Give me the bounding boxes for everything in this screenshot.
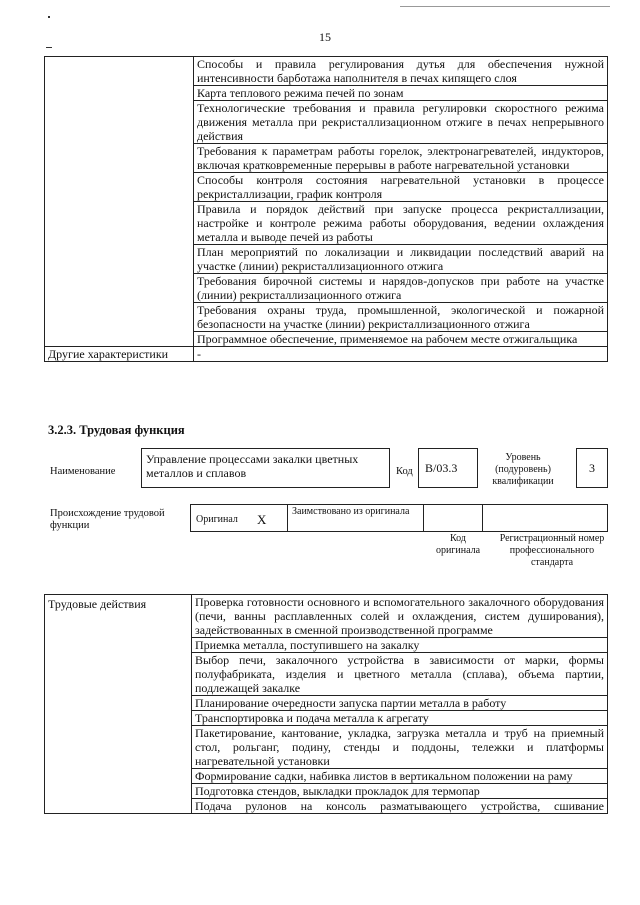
- table-cell: План мероприятий по локализации и ликвидации последствий аварий на участке (линии) рекристаллизационного отжига: [194, 245, 608, 274]
- table-row: [45, 57, 608, 86]
- table-cell: Требования бирочной системы и нарядов-допусков при работе на участке (линии) рекристаллизационного отжига: [194, 274, 608, 303]
- labor-actions-table: [44, 594, 608, 814]
- table-cell: Пакетирование, кантование, укладка, загрузка металла и труб на приемный стол, рольганг, подину, стенды и поддоны, тележки и платформы нагревательной установки: [192, 726, 608, 769]
- scan-speck: [46, 47, 52, 48]
- level-value: 3: [589, 461, 595, 475]
- reg-caption: Регистрационный номер профессионального стандарта: [499, 533, 605, 568]
- other-characteristics-value: -: [194, 347, 608, 362]
- scan-speck: [48, 16, 50, 18]
- table-cell: Планирование очередности запуска партии металла в работу: [192, 696, 608, 711]
- code-value: B/03.3: [425, 461, 458, 475]
- table-cell: Карта теплового режима печей по зонам: [194, 86, 608, 101]
- table-row: [45, 347, 608, 362]
- table-cell: Программное обеспечение, применяемое на рабочем месте отжигальщика: [194, 332, 608, 347]
- table-cell: Способы и правила регулирования дутья для обеспечения нужной интенсивности барботажа наполнителя в печах кипящего слоя: [194, 57, 608, 86]
- code-box: [418, 448, 478, 488]
- level-label: Уровень (подуровень) квалификации: [492, 452, 554, 487]
- table-cell: Технологические требования и правила регулировки скоростного режима движения металла при рекристаллизационном отжиге в печах непрерывного действия: [194, 101, 608, 144]
- original-label: Оригинал: [196, 514, 238, 525]
- divider: [482, 504, 483, 532]
- scan-edge-line: [400, 6, 610, 7]
- labor-actions-label: Трудовые действия: [45, 595, 192, 814]
- table-cell: Транспортировка и подача металла к агрегату: [192, 711, 608, 726]
- divider: [287, 504, 288, 532]
- table-cell: Подготовка стендов, выкладки прокладок для термопар: [192, 784, 608, 799]
- level-box: [576, 448, 608, 488]
- table-label-cell: [45, 57, 194, 347]
- borrowed-label: Заимствовано из оригинала: [292, 506, 410, 517]
- name-label: Наименование: [50, 466, 116, 477]
- origin-box: [190, 504, 608, 532]
- code-caption: Код оригинала: [435, 533, 481, 556]
- table-cell: Формирование садки, набивка листов в вертикальном положении на раму: [192, 769, 608, 784]
- table-cell: Подача рулонов на консоль разматывающего устройства, сшивание: [192, 799, 608, 814]
- knowledge-table: [44, 56, 608, 362]
- code-label: Код: [396, 466, 413, 477]
- page-number: 15: [319, 30, 331, 44]
- section-title: 3.2.3. Трудовая функция: [48, 423, 185, 437]
- other-characteristics-label: Другие характеристики: [45, 347, 194, 362]
- function-name: Управление процессами закалки цветных металлов и сплавов: [146, 452, 359, 480]
- table-cell: Способы контроля состояния нагревательной установки в процессе рекристаллизации, график контроля: [194, 173, 608, 202]
- table-cell: Проверка готовности основного и вспомогательного закалочного оборудования (печи, ванны расплавленных солей и охлаждения, систем душирования), задействованных в сменной производственной программе: [192, 595, 608, 638]
- table-cell: Требования к параметрам работы горелок, электронагревателей, индукторов, включая кратковременные перерывы в работе нагревательной установки: [194, 144, 608, 173]
- table-cell: Выбор печи, закалочного устройства в зависимости от марки, формы полуфабриката, изделия и цветного металла (сплава), объема партии, подлежащей закалке: [192, 653, 608, 696]
- original-mark: X: [257, 512, 267, 527]
- name-box: [141, 448, 390, 488]
- table-cell: Требования охраны труда, промышленной, экологической и пожарной безопасности на участке (линии) рекристаллизационного отжига: [194, 303, 608, 332]
- table-cell: Приемка металла, поступившего на закалку: [192, 638, 608, 653]
- table-cell: Правила и порядок действий при запуске процесса рекристаллизации, настройке и контроле режима работы оборудования, ведении охлаждения металла и выводе печей из работы: [194, 202, 608, 245]
- table-row: [45, 595, 608, 638]
- divider: [423, 504, 424, 532]
- origin-label: Происхождение трудовой функции: [50, 508, 165, 531]
